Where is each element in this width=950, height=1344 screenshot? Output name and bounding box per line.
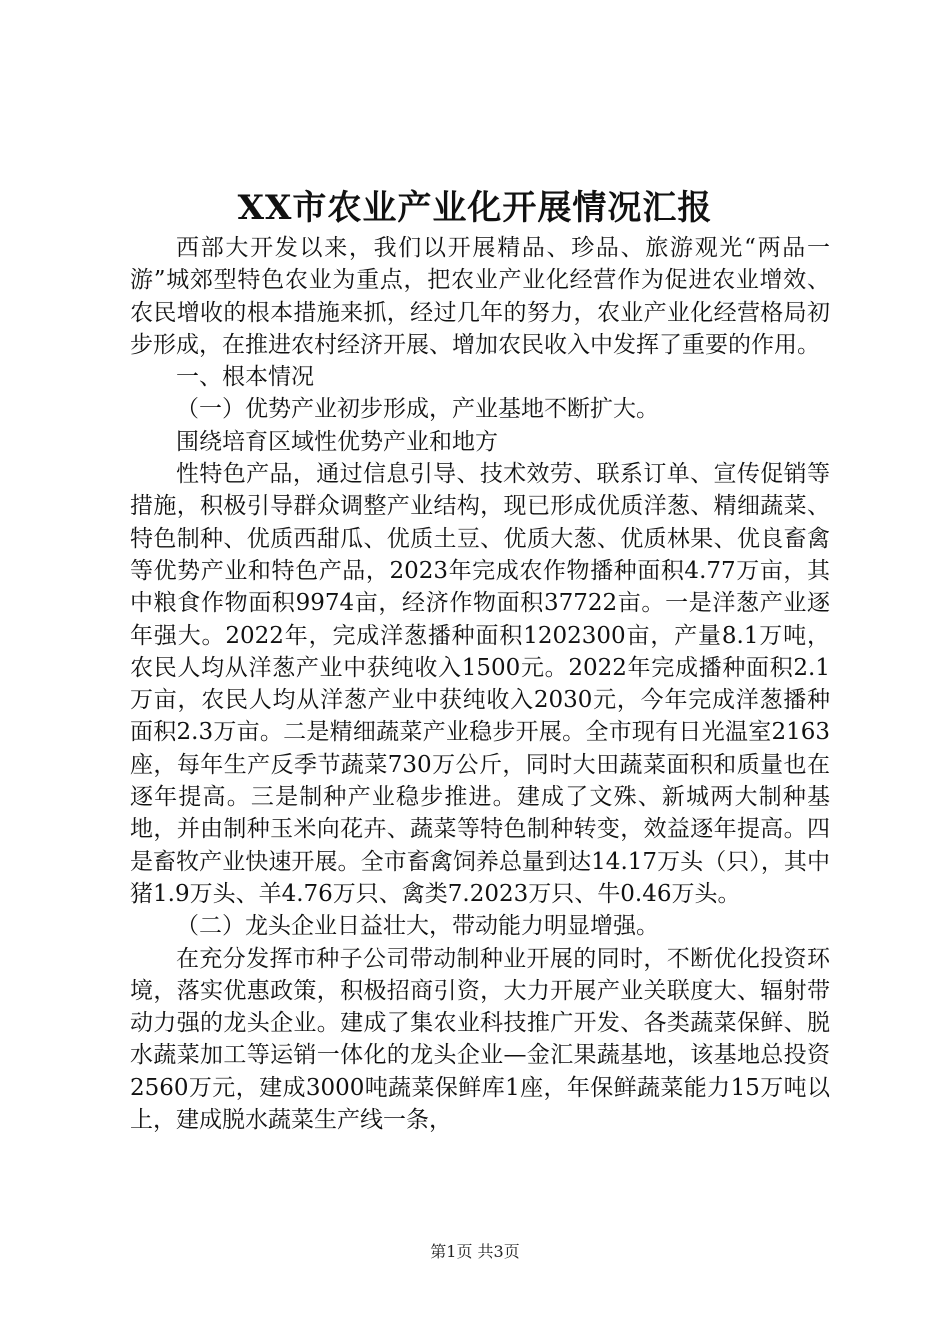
paragraph-industry-detail: 性特色产品，通过信息引导、技术效劳、联系订单、宣传促销等措施，积极引导群众调整产业结构，现已形成优质洋葱、精细蔬菜、特色制种、优质西甜瓜、优质土豆、优质大葱、优质林果、优良畜禽等优势产业和特色产品，2023年完成农作物播种面积4.77万亩，其中粮食作物面积9974亩，经济作物面积37722亩。一是洋葱产业逐年强大。2022年，完成洋葱播种面积1202300亩，产量8.1万吨，农民人均从洋葱产业中获纯收入1500元。2022年完成播种面积2.1万亩，农民人均从洋葱产业中获纯收入2030元，今年完成洋葱播种面积2.3万亩。二是精细蔬菜产业稳步开展。全市现有日光温室2163座，每年生产反季节蔬菜730万公斤，同时大田蔬菜面积和质量也在逐年提高。三是制种产业稳步推进。建成了文殊、新城两大制种基地，并由制种玉米向花卉、蔬菜等特色制种转变，效益逐年提高。四是畜牧产业快速开展。全市畜禽饲养总量到达14.17万头（只），其中猪1.9万头、羊4.76万只、禽类7.2023万只、牛0.46万头。 xyxy=(130,461,830,907)
subsection-heading-1: （一）优势产业初步形成，产业基地不断扩大。 xyxy=(176,396,659,423)
paragraph-enterprises: 在充分发挥市种子公司带动制种业开展的同时，不断优化投资环境，落实优惠政策，积极招商引资，大力开展产业关联度大、辐射带动力强的龙头企业。建成了集农业科技推广开发、各类蔬菜保鲜、脱水蔬菜加工等运销一体化的龙头企业—金汇果蔬基地，该基地总投资2560万元，建成3000吨蔬菜保鲜库1座，年保鲜蔬菜能力15万吨以上，建成脱水蔬菜生产线一条， xyxy=(130,945,830,1134)
page-footer: 第1页 共3页 xyxy=(430,1242,520,1261)
subsection-heading-2: （二）龙头企业日益壮大，带动能力明显增强。 xyxy=(176,913,659,940)
document-body xyxy=(130,232,830,1136)
section-heading-basic: 一、根本情况 xyxy=(176,364,314,391)
document-title: XX市农业产业化开展情况汇报 xyxy=(237,188,713,228)
paragraph-industry-lead: 围绕培育区域性优势产业和地方 xyxy=(176,428,498,455)
paragraph-intro: 西部大开发以来，我们以开展精品、珍品、旅游观光“两品一游”城郊型特色农业为重点，把农业产业化经营作为促进农业增效、农民增收的根本措施来抓，经过几年的努力，农业产业化经营格局初步形成，在推进农村经济开展、增加农民收入中发挥了重要的作用。 xyxy=(130,235,830,358)
